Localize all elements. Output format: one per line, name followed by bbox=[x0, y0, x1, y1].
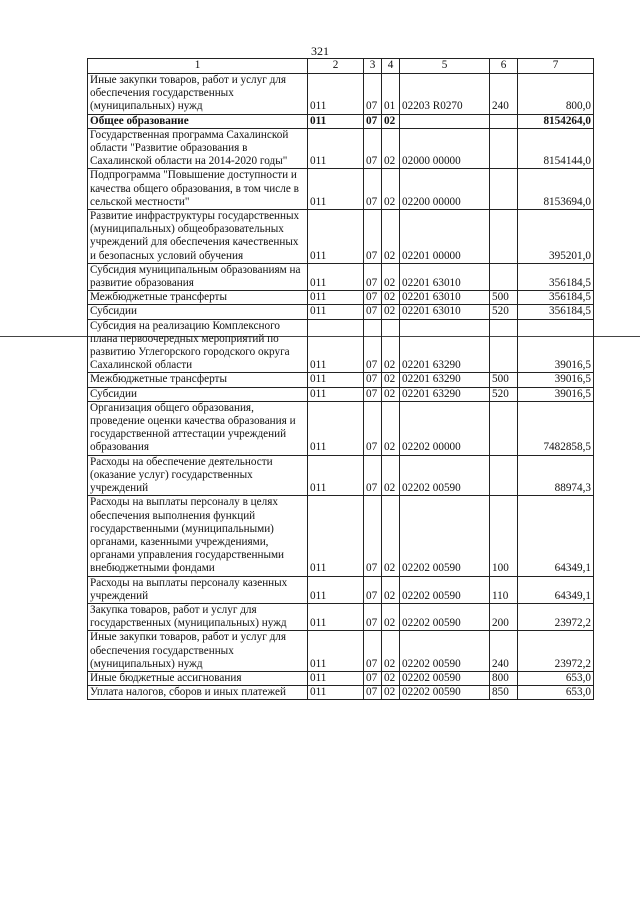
row-target-article: 02200 00000 bbox=[400, 169, 490, 210]
row-target-article: 02202 00590 bbox=[400, 671, 490, 685]
row-target-article bbox=[400, 114, 490, 128]
table-row bbox=[88, 373, 594, 387]
row-expense-type bbox=[490, 114, 518, 128]
row-amount: 356184,5 bbox=[518, 263, 594, 290]
row-name: Уплата налогов, сборов и иных платежей bbox=[88, 686, 308, 700]
row-target-article: 02000 00000 bbox=[400, 128, 490, 169]
row-amount: 356184,5 bbox=[518, 305, 594, 319]
row-expense-type bbox=[490, 210, 518, 264]
row-amount: 7482858,5 bbox=[518, 401, 594, 455]
page-number: 321 bbox=[311, 44, 329, 58]
row-target-article: 02201 63010 bbox=[400, 305, 490, 319]
row-section: 07 bbox=[364, 169, 382, 210]
row-expense-type: 240 bbox=[490, 631, 518, 672]
row-name: Субсидия на реализацию Комплексного плана первоочередных мероприятий по развитию Углегорского городского округа Сахалинской области bbox=[88, 319, 308, 373]
row-expense-type: 520 bbox=[490, 387, 518, 401]
row-admin-code: 011 bbox=[308, 387, 364, 401]
table-row bbox=[88, 263, 594, 290]
row-subsection: 02 bbox=[382, 114, 400, 128]
row-admin-code: 011 bbox=[308, 631, 364, 672]
row-amount: 39016,5 bbox=[518, 387, 594, 401]
col-header-2: 2 bbox=[308, 59, 364, 74]
row-admin-code: 011 bbox=[308, 291, 364, 305]
col-header-6: 6 bbox=[490, 59, 518, 74]
row-admin-code: 011 bbox=[308, 210, 364, 264]
row-subsection: 02 bbox=[382, 387, 400, 401]
row-section: 07 bbox=[364, 603, 382, 630]
row-section: 07 bbox=[364, 455, 382, 496]
table-row bbox=[88, 496, 594, 576]
row-amount: 23972,2 bbox=[518, 603, 594, 630]
row-name: Межбюджетные трансферты bbox=[88, 291, 308, 305]
row-expense-type: 100 bbox=[490, 496, 518, 576]
row-subsection: 02 bbox=[382, 401, 400, 455]
row-target-article: 02201 63290 bbox=[400, 373, 490, 387]
row-target-article: 02202 00590 bbox=[400, 686, 490, 700]
row-section: 07 bbox=[364, 114, 382, 128]
row-admin-code: 011 bbox=[308, 671, 364, 685]
row-section: 07 bbox=[364, 210, 382, 264]
table-row bbox=[88, 305, 594, 319]
table-row bbox=[88, 671, 594, 685]
row-name: Субсидия муниципальным образованиям на развитие образования bbox=[88, 263, 308, 290]
row-name: Расходы на выплаты персоналу казенных учреждений bbox=[88, 576, 308, 603]
row-subsection: 02 bbox=[382, 319, 400, 373]
row-section: 07 bbox=[364, 496, 382, 576]
row-subsection: 02 bbox=[382, 128, 400, 169]
row-target-article: 02201 63290 bbox=[400, 387, 490, 401]
row-subsection: 02 bbox=[382, 496, 400, 576]
row-name: Расходы на выплаты персоналу в целях обеспечения выполнения функций государственными (муниципальными) органами, казенными учреждениями, органами управления государственными внебюджетными фондами bbox=[88, 496, 308, 576]
row-section: 07 bbox=[364, 576, 382, 603]
row-subsection: 02 bbox=[382, 576, 400, 603]
row-target-article: 02202 00590 bbox=[400, 631, 490, 672]
row-amount: 395201,0 bbox=[518, 210, 594, 264]
row-subsection: 02 bbox=[382, 210, 400, 264]
row-subsection: 02 bbox=[382, 263, 400, 290]
row-admin-code: 011 bbox=[308, 114, 364, 128]
row-subsection: 02 bbox=[382, 169, 400, 210]
row-expense-type bbox=[490, 263, 518, 290]
row-subsection: 02 bbox=[382, 603, 400, 630]
row-amount: 23972,2 bbox=[518, 631, 594, 672]
row-subsection: 02 bbox=[382, 291, 400, 305]
row-expense-type bbox=[490, 128, 518, 169]
row-name: Иные закупки товаров, работ и услуг для обеспечения государственных (муниципальных) нужд bbox=[88, 74, 308, 115]
row-section: 07 bbox=[364, 263, 382, 290]
table-row bbox=[88, 114, 594, 128]
row-admin-code: 011 bbox=[308, 319, 364, 373]
row-expense-type bbox=[490, 169, 518, 210]
row-section: 07 bbox=[364, 291, 382, 305]
row-expense-type: 110 bbox=[490, 576, 518, 603]
row-subsection: 02 bbox=[382, 671, 400, 685]
row-admin-code: 011 bbox=[308, 603, 364, 630]
row-expense-type: 520 bbox=[490, 305, 518, 319]
row-target-article: 02202 00590 bbox=[400, 576, 490, 603]
table-row bbox=[88, 387, 594, 401]
row-amount: 88974,3 bbox=[518, 455, 594, 496]
row-name: Иные бюджетные ассигнования bbox=[88, 671, 308, 685]
row-admin-code: 011 bbox=[308, 128, 364, 169]
col-header-4: 4 bbox=[382, 59, 400, 74]
row-expense-type bbox=[490, 401, 518, 455]
row-amount: 39016,5 bbox=[518, 373, 594, 387]
row-subsection: 02 bbox=[382, 455, 400, 496]
row-name: Организация общего образования, проведение оценки качества образования и государственной аттестации учреждений образования bbox=[88, 401, 308, 455]
budget-table bbox=[87, 58, 594, 700]
table-row bbox=[88, 686, 594, 700]
row-section: 07 bbox=[364, 387, 382, 401]
row-section: 07 bbox=[364, 631, 382, 672]
header-row bbox=[88, 59, 594, 74]
row-section: 07 bbox=[364, 74, 382, 115]
table-row bbox=[88, 291, 594, 305]
row-section: 07 bbox=[364, 671, 382, 685]
row-section: 07 bbox=[364, 319, 382, 373]
table-row bbox=[88, 128, 594, 169]
row-section: 07 bbox=[364, 401, 382, 455]
row-subsection: 01 bbox=[382, 74, 400, 115]
col-header-1: 1 bbox=[88, 59, 308, 74]
table-row bbox=[88, 631, 594, 672]
row-subsection: 02 bbox=[382, 373, 400, 387]
table-row bbox=[88, 169, 594, 210]
row-target-article: 02201 00000 bbox=[400, 210, 490, 264]
row-admin-code: 011 bbox=[308, 576, 364, 603]
row-target-article: 02201 63290 bbox=[400, 319, 490, 373]
row-name: Развитие инфраструктуры государственных (муниципальных) общеобразовательных учреждений для обеспечения качественных и безопасных условий обучения bbox=[88, 210, 308, 264]
row-admin-code: 011 bbox=[308, 455, 364, 496]
row-amount: 653,0 bbox=[518, 671, 594, 685]
col-header-5: 5 bbox=[400, 59, 490, 74]
table-row bbox=[88, 576, 594, 603]
row-admin-code: 011 bbox=[308, 686, 364, 700]
row-subsection: 02 bbox=[382, 305, 400, 319]
table-row bbox=[88, 603, 594, 630]
row-amount: 8154264,0 bbox=[518, 114, 594, 128]
table-row bbox=[88, 319, 594, 373]
row-expense-type bbox=[490, 455, 518, 496]
row-section: 07 bbox=[364, 128, 382, 169]
row-amount: 800,0 bbox=[518, 74, 594, 115]
row-amount: 64349,1 bbox=[518, 576, 594, 603]
row-name: Иные закупки товаров, работ и услуг для обеспечения государственных (муниципальных) нужд bbox=[88, 631, 308, 672]
row-admin-code: 011 bbox=[308, 74, 364, 115]
row-amount: 8154144,0 bbox=[518, 128, 594, 169]
row-admin-code: 011 bbox=[308, 373, 364, 387]
row-target-article: 02203 R0270 bbox=[400, 74, 490, 115]
row-amount: 653,0 bbox=[518, 686, 594, 700]
row-section: 07 bbox=[364, 686, 382, 700]
row-subsection: 02 bbox=[382, 686, 400, 700]
row-amount: 8153694,0 bbox=[518, 169, 594, 210]
row-name: Государственная программа Сахалинской области "Развитие образования в Сахалинской области на 2014-2020 годы" bbox=[88, 128, 308, 169]
row-target-article: 02201 63010 bbox=[400, 291, 490, 305]
table-row bbox=[88, 210, 594, 264]
row-admin-code: 011 bbox=[308, 169, 364, 210]
row-amount: 64349,1 bbox=[518, 496, 594, 576]
row-target-article: 02201 63010 bbox=[400, 263, 490, 290]
row-admin-code: 011 bbox=[308, 496, 364, 576]
row-expense-type: 500 bbox=[490, 373, 518, 387]
row-amount: 39016,5 bbox=[518, 319, 594, 373]
row-target-article: 02202 00590 bbox=[400, 455, 490, 496]
table-row bbox=[88, 401, 594, 455]
row-name: Межбюджетные трансферты bbox=[88, 373, 308, 387]
row-name: Общее образование bbox=[88, 114, 308, 128]
row-name: Подпрограмма "Повышение доступности и качества общего образования, в том числе в сельской местности" bbox=[88, 169, 308, 210]
row-name: Субсидии bbox=[88, 387, 308, 401]
row-expense-type: 240 bbox=[490, 74, 518, 115]
row-name: Расходы на обеспечение деятельности (оказание услуг) государственных учреждений bbox=[88, 455, 308, 496]
row-expense-type: 200 bbox=[490, 603, 518, 630]
row-name: Закупка товаров, работ и услуг для государственных (муниципальных) нужд bbox=[88, 603, 308, 630]
row-expense-type bbox=[490, 319, 518, 373]
row-section: 07 bbox=[364, 305, 382, 319]
row-section: 07 bbox=[364, 373, 382, 387]
row-name: Субсидии bbox=[88, 305, 308, 319]
row-admin-code: 011 bbox=[308, 305, 364, 319]
row-target-article: 02202 00590 bbox=[400, 603, 490, 630]
row-admin-code: 011 bbox=[308, 401, 364, 455]
col-header-7: 7 bbox=[518, 59, 594, 74]
table-row bbox=[88, 455, 594, 496]
col-header-3: 3 bbox=[364, 59, 382, 74]
row-expense-type: 800 bbox=[490, 671, 518, 685]
row-amount: 356184,5 bbox=[518, 291, 594, 305]
row-expense-type: 500 bbox=[490, 291, 518, 305]
row-admin-code: 011 bbox=[308, 263, 364, 290]
row-expense-type: 850 bbox=[490, 686, 518, 700]
row-target-article: 02202 00000 bbox=[400, 401, 490, 455]
row-target-article: 02202 00590 bbox=[400, 496, 490, 576]
row-subsection: 02 bbox=[382, 631, 400, 672]
table-row bbox=[88, 74, 594, 115]
